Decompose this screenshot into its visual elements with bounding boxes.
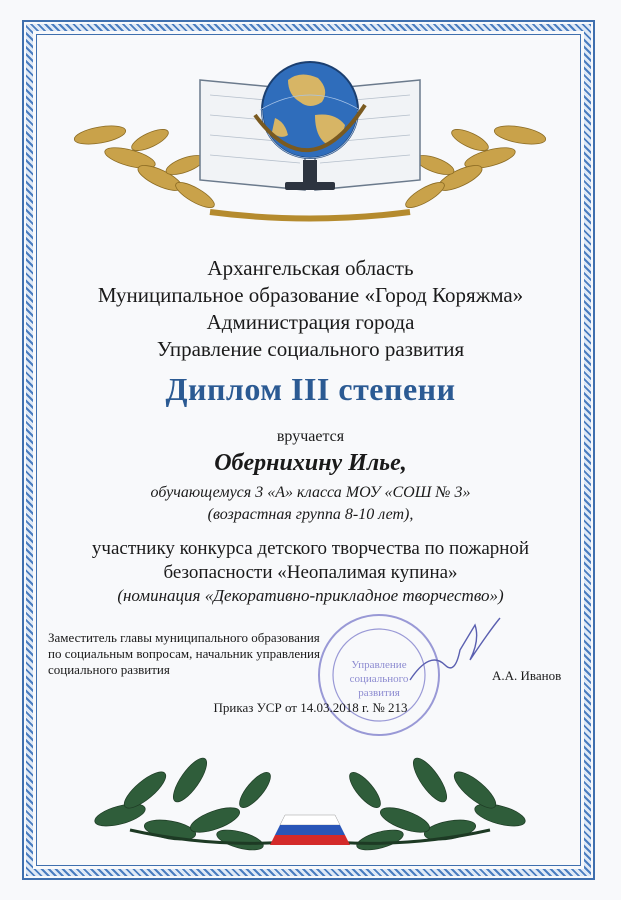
laurel-wreath-icon [90,720,530,870]
signatory-title [48,630,388,678]
diploma-title: Диплом III степени [165,371,456,407]
order-reference: Приказ УСР от 14.03.2018 г. № 213 [213,700,408,715]
age-group: (возрастная группа 8-10 лет), [207,506,414,523]
department-name: Управление социального развития [156,337,465,361]
globe-book-emblem-icon [60,40,560,230]
signatory-name: А.А. Иванов [492,668,562,683]
svg-text:Управление: Управление [351,659,407,671]
svg-text:социального: социального [349,673,409,685]
contest-line-1: участнику конкурса детского творчества по пожарной [91,538,530,559]
recipient-name: Обернихину Илье, [214,450,407,476]
contest-line-2: безопасности «Неопалимая купина» [163,562,458,583]
region-name: Архангельская область [207,256,414,280]
signatory-line-1: Заместитель главы муниципального образования [48,630,320,645]
nomination: (номинация «Декоративно-прикладное творчество») [117,586,504,605]
awarded-text: вручается [276,428,345,445]
municipality-name: Муниципальное образование «Город Коряжма» [97,283,524,307]
administration-name: Администрация города [206,310,415,334]
signatory-line-2: по социальным вопросам, начальник управления [48,646,320,661]
student-class: обучающемуся 3 «А» класса МОУ «СОШ № 3» [150,484,471,501]
signatory-line-3: социального развития [48,662,170,677]
svg-text:развития: развития [358,687,400,699]
